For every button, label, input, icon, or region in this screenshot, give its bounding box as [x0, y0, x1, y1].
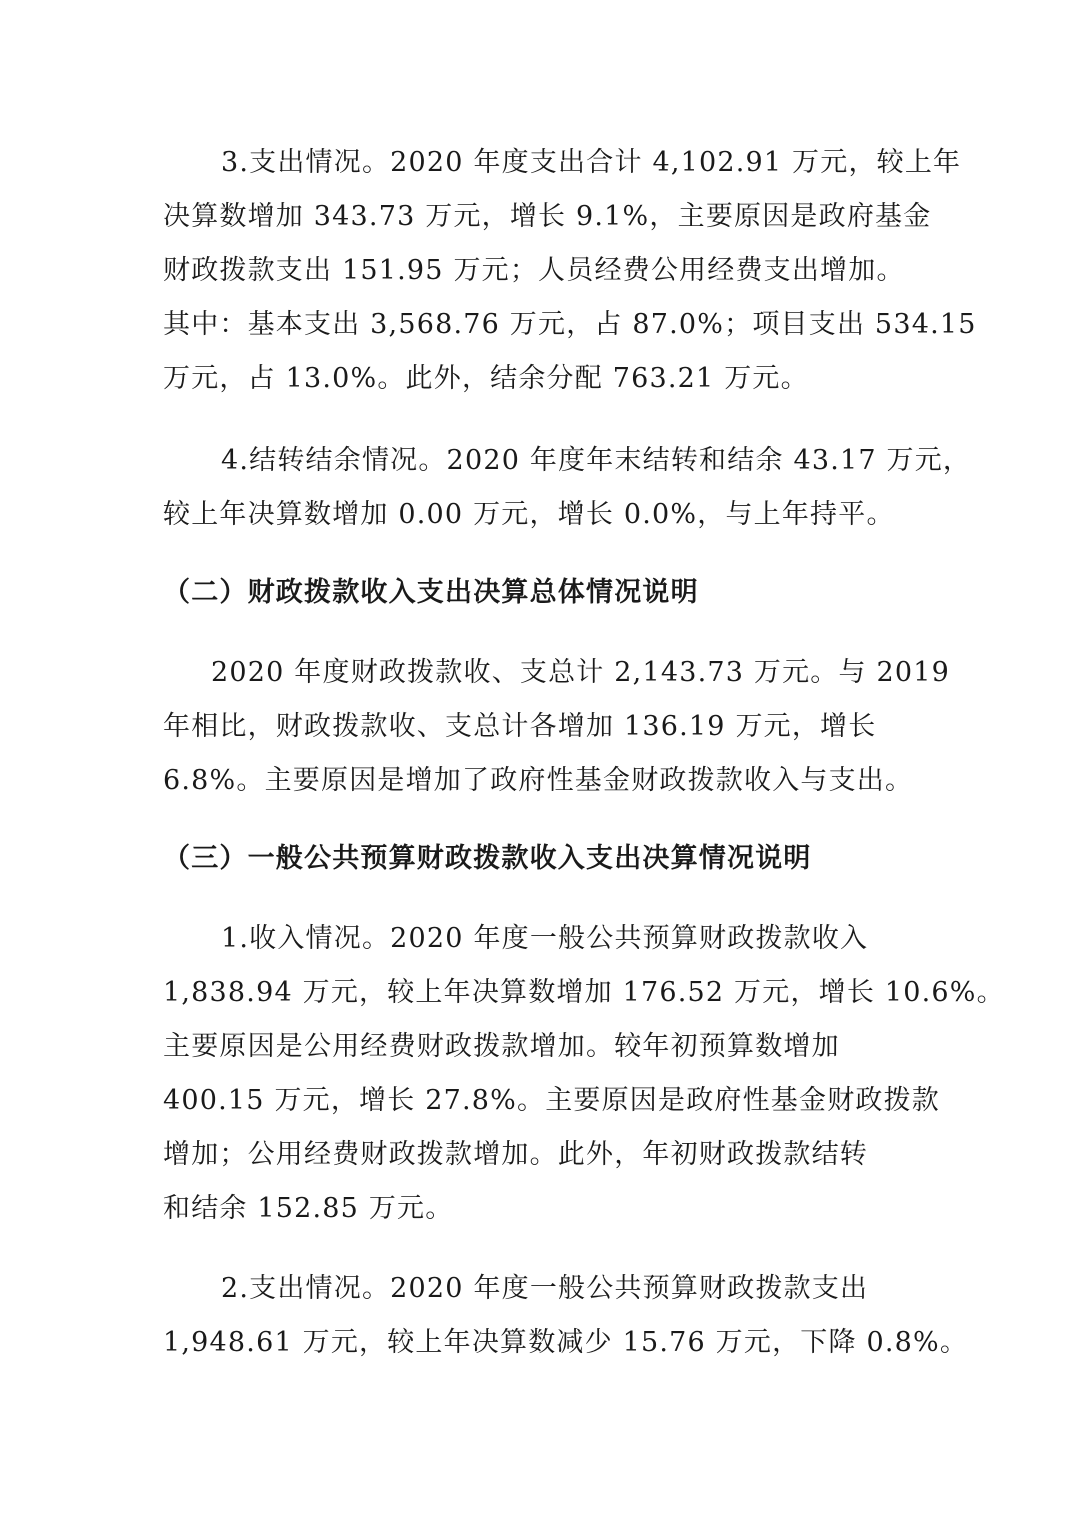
paragraph-total [163, 646, 950, 808]
paragraph-gp-income [163, 912, 1005, 1236]
paragraph-expenditure [163, 136, 977, 406]
text-line: 和结余 152.85 万元。 [163, 1193, 454, 1224]
text-line: 4.结转结余情况。2020 年度年末结转和结余 43.17 万元， [221, 445, 972, 476]
text-line: 年相比，财政拨款收、支总计各增加 136.19 万元，增长 [163, 711, 877, 742]
section-heading-2: （二）财政拨款收入支出决算总体情况说明 [163, 577, 699, 608]
text-line: 400.15 万元，增长 27.8%。主要原因是政府性基金财政拨款 [163, 1085, 941, 1116]
text-line: 1.收入情况。2020 年度一般公共预算财政拨款收入 [221, 923, 869, 954]
text-line: 1,838.94 万元，较上年决算数增加 176.52 万元，增长 10.6%。 [163, 977, 1005, 1008]
text-line: 较上年决算数增加 0.00 万元，增长 0.0%，与上年持平。 [163, 499, 895, 530]
text-line: 增加；公用经费财政拨款增加。此外，年初财政拨款结转 [163, 1139, 868, 1170]
paragraph-gp-expenditure [163, 1262, 969, 1370]
text-line: 决算数增加 343.73 万元，增长 9.1%，主要原因是政府基金 [163, 201, 932, 232]
text-line: 2020 年度财政拨款收、支总计 2,143.73 万元。与 2019 [211, 657, 950, 688]
text-line: 主要原因是公用经费财政拨款增加。较年初预算数增加 [163, 1031, 840, 1062]
section-heading-3: （三）一般公共预算财政拨款收入支出决算情况说明 [163, 843, 812, 874]
text-line: 其中：基本支出 3,568.76 万元，占 87.0%；项目支出 534.15 [163, 309, 977, 340]
paragraph-carryover [163, 434, 972, 542]
text-line: 财政拨款支出 151.95 万元；人员经费公用经费支出增加。 [163, 255, 905, 286]
text-line: 2.支出情况。2020 年度一般公共预算财政拨款支出 [221, 1273, 869, 1304]
text-line: 1,948.61 万元，较上年决算数减少 15.76 万元，下降 0.8%。 [163, 1327, 969, 1358]
text-line: 6.8%。主要原因是增加了政府性基金财政拨款收入与支出。 [163, 765, 914, 796]
text-line: 万元，占 13.0%。此外，结余分配 763.21 万元。 [163, 363, 809, 394]
text-line: 3.支出情况。2020 年度支出合计 4,102.91 万元，较上年 [221, 147, 962, 178]
